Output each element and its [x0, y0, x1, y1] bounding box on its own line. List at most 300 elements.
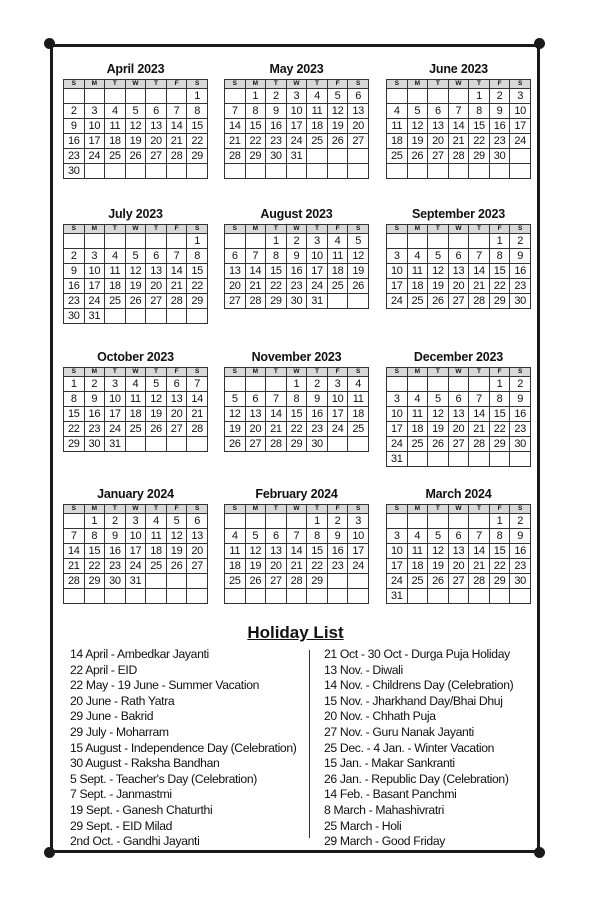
day-cell — [407, 514, 428, 529]
week-row — [387, 452, 531, 467]
day-cell — [146, 309, 167, 324]
day-cell: 27 — [225, 294, 246, 309]
month-table — [386, 504, 531, 604]
day-cell: 9 — [266, 104, 287, 119]
day-cell: 5 — [146, 377, 167, 392]
day-cell: 4 — [105, 104, 126, 119]
day-cell: 1 — [187, 89, 208, 104]
week-row — [387, 249, 531, 264]
day-cell: 9 — [84, 392, 105, 407]
day-cell — [245, 234, 266, 249]
weekday-header: T — [469, 505, 490, 514]
weekday-header-row — [225, 80, 369, 89]
day-cell: 19 — [245, 559, 266, 574]
day-cell: 12 — [245, 544, 266, 559]
day-cell: 13 — [225, 264, 246, 279]
day-cell: 1 — [489, 377, 510, 392]
weekday-header: F — [489, 368, 510, 377]
day-cell — [166, 589, 187, 604]
month-calendar — [386, 207, 531, 309]
weekday-header: S — [187, 368, 208, 377]
week-row — [387, 134, 531, 149]
month-table — [224, 79, 369, 179]
weekday-header: S — [187, 505, 208, 514]
day-cell: 18 — [407, 559, 428, 574]
day-cell — [327, 164, 348, 179]
day-cell: 16 — [64, 279, 85, 294]
day-cell — [348, 164, 369, 179]
weekday-header: F — [166, 368, 187, 377]
weekday-header: S — [510, 80, 531, 89]
day-cell: 23 — [64, 294, 85, 309]
week-row — [225, 514, 369, 529]
day-cell — [387, 234, 408, 249]
day-cell: 13 — [146, 119, 167, 134]
holiday-item: 20 June - Rath Yatra — [70, 693, 175, 708]
day-cell: 27 — [146, 149, 167, 164]
day-cell — [146, 164, 167, 179]
day-cell: 30 — [510, 574, 531, 589]
day-cell: 6 — [448, 392, 469, 407]
day-cell: 5 — [407, 104, 428, 119]
day-cell: 8 — [307, 529, 328, 544]
day-cell: 11 — [348, 392, 369, 407]
day-cell — [187, 309, 208, 324]
weekday-header-row — [64, 505, 208, 514]
weekday-header: M — [84, 368, 105, 377]
day-cell: 27 — [348, 134, 369, 149]
weekday-header: T — [307, 80, 328, 89]
day-cell: 1 — [286, 377, 307, 392]
day-cell: 3 — [84, 249, 105, 264]
week-row — [64, 437, 208, 452]
day-cell: 15 — [286, 407, 307, 422]
weekday-header: S — [387, 80, 408, 89]
day-cell: 30 — [510, 437, 531, 452]
day-cell: 29 — [489, 574, 510, 589]
day-cell: 10 — [387, 544, 408, 559]
day-cell: 26 — [428, 574, 449, 589]
week-row — [225, 119, 369, 134]
weekday-header: M — [84, 505, 105, 514]
day-cell — [407, 589, 428, 604]
week-row — [225, 89, 369, 104]
holiday-list-title: Holiday List — [247, 623, 344, 642]
month-title: July 2023 — [108, 207, 163, 221]
day-cell: 20 — [428, 134, 449, 149]
day-cell — [166, 437, 187, 452]
day-cell: 23 — [510, 279, 531, 294]
day-cell — [307, 149, 328, 164]
day-cell — [266, 514, 287, 529]
day-cell: 26 — [428, 437, 449, 452]
day-cell: 23 — [105, 559, 126, 574]
day-cell: 14 — [286, 544, 307, 559]
day-cell: 23 — [489, 134, 510, 149]
weekday-header: S — [225, 80, 246, 89]
day-cell: 24 — [286, 134, 307, 149]
weekday-header-row — [225, 225, 369, 234]
day-cell: 29 — [84, 574, 105, 589]
day-cell: 22 — [245, 134, 266, 149]
day-cell: 15 — [84, 544, 105, 559]
week-row — [387, 279, 531, 294]
weekday-header: T — [307, 225, 328, 234]
day-cell: 11 — [225, 544, 246, 559]
day-cell: 22 — [64, 422, 85, 437]
day-cell: 15 — [266, 264, 287, 279]
day-cell — [105, 234, 126, 249]
day-cell: 23 — [307, 422, 328, 437]
day-cell: 7 — [245, 249, 266, 264]
day-cell: 18 — [307, 119, 328, 134]
week-row — [64, 164, 208, 179]
day-cell: 25 — [146, 559, 167, 574]
week-row — [387, 149, 531, 164]
day-cell: 16 — [266, 119, 287, 134]
day-cell: 17 — [125, 544, 146, 559]
week-row — [387, 529, 531, 544]
day-cell: 5 — [245, 529, 266, 544]
day-cell: 11 — [105, 264, 126, 279]
day-cell: 28 — [469, 294, 490, 309]
day-cell: 29 — [469, 149, 490, 164]
day-cell: 24 — [307, 279, 328, 294]
holiday-item: 15 August - Independence Day (Celebration) — [70, 740, 297, 755]
month-table — [63, 79, 208, 179]
day-cell: 2 — [510, 377, 531, 392]
weekday-header: S — [64, 505, 85, 514]
day-cell: 8 — [266, 249, 287, 264]
week-row — [387, 294, 531, 309]
weekday-header-row — [64, 225, 208, 234]
day-cell — [266, 589, 287, 604]
day-cell: 27 — [146, 294, 167, 309]
day-cell: 26 — [327, 134, 348, 149]
week-row — [387, 104, 531, 119]
holiday-item: 19 Sept. - Ganesh Chaturthi — [70, 802, 213, 817]
day-cell: 3 — [84, 104, 105, 119]
week-row — [225, 559, 369, 574]
day-cell: 25 — [105, 149, 126, 164]
day-cell: 2 — [84, 377, 105, 392]
weekday-header: S — [64, 225, 85, 234]
day-cell: 19 — [327, 119, 348, 134]
day-cell: 18 — [125, 407, 146, 422]
day-cell: 14 — [187, 392, 208, 407]
holiday-divider — [309, 650, 310, 838]
day-cell: 6 — [225, 249, 246, 264]
day-cell: 4 — [307, 89, 328, 104]
day-cell: 19 — [225, 422, 246, 437]
day-cell: 13 — [266, 544, 287, 559]
day-cell — [125, 164, 146, 179]
weekday-header: S — [64, 80, 85, 89]
weekday-header-row — [225, 368, 369, 377]
week-row — [225, 422, 369, 437]
weekday-header: M — [84, 225, 105, 234]
day-cell: 27 — [448, 294, 469, 309]
day-cell — [489, 452, 510, 467]
day-cell — [387, 514, 408, 529]
day-cell: 2 — [266, 89, 287, 104]
day-cell — [166, 164, 187, 179]
day-cell: 26 — [407, 149, 428, 164]
day-cell: 18 — [327, 264, 348, 279]
day-cell: 28 — [166, 149, 187, 164]
day-cell: 6 — [448, 529, 469, 544]
day-cell: 13 — [146, 264, 167, 279]
day-cell: 14 — [266, 407, 287, 422]
day-cell: 12 — [125, 264, 146, 279]
month-table — [224, 367, 369, 452]
holiday-item: 29 June - Bakrid — [70, 709, 154, 724]
day-cell — [327, 574, 348, 589]
week-row — [225, 407, 369, 422]
day-cell: 30 — [510, 294, 531, 309]
weekday-header: F — [327, 368, 348, 377]
month-table — [386, 224, 531, 309]
holiday-item: 29 July - Moharram — [70, 724, 169, 739]
day-cell: 17 — [286, 119, 307, 134]
week-row — [225, 104, 369, 119]
day-cell — [348, 294, 369, 309]
weekday-header: M — [407, 505, 428, 514]
day-cell — [407, 89, 428, 104]
day-cell: 12 — [407, 119, 428, 134]
holiday-item: 29 Sept. - EID Milad — [70, 818, 173, 833]
day-cell: 4 — [146, 514, 167, 529]
day-cell: 9 — [489, 104, 510, 119]
week-row — [387, 264, 531, 279]
day-cell: 13 — [428, 119, 449, 134]
day-cell: 19 — [407, 134, 428, 149]
day-cell: 19 — [428, 422, 449, 437]
day-cell: 1 — [489, 234, 510, 249]
day-cell: 27 — [448, 574, 469, 589]
day-cell: 30 — [307, 437, 328, 452]
weekday-header: W — [286, 225, 307, 234]
day-cell: 12 — [125, 119, 146, 134]
month-table — [63, 224, 208, 324]
day-cell: 18 — [146, 544, 167, 559]
day-cell: 20 — [448, 279, 469, 294]
day-cell — [327, 149, 348, 164]
week-row — [387, 437, 531, 452]
day-cell: 4 — [105, 249, 126, 264]
weekday-header: T — [266, 505, 287, 514]
day-cell: 28 — [469, 574, 490, 589]
weekday-header: S — [387, 368, 408, 377]
day-cell: 10 — [327, 392, 348, 407]
day-cell: 13 — [245, 407, 266, 422]
day-cell — [428, 514, 449, 529]
day-cell — [428, 377, 449, 392]
weekday-header: S — [387, 505, 408, 514]
day-cell: 23 — [510, 559, 531, 574]
month-title: August 2023 — [260, 207, 333, 221]
weekday-header: T — [469, 368, 490, 377]
week-row — [387, 544, 531, 559]
day-cell: 21 — [266, 422, 287, 437]
day-cell: 23 — [84, 422, 105, 437]
day-cell — [510, 589, 531, 604]
day-cell: 14 — [469, 544, 490, 559]
weekday-header: T — [146, 80, 167, 89]
day-cell: 3 — [105, 377, 126, 392]
week-row — [64, 264, 208, 279]
day-cell: 28 — [448, 149, 469, 164]
weekday-header: S — [348, 368, 369, 377]
weekday-header: T — [146, 368, 167, 377]
day-cell: 16 — [286, 264, 307, 279]
day-cell — [448, 514, 469, 529]
day-cell — [84, 234, 105, 249]
day-cell: 30 — [286, 294, 307, 309]
week-row — [64, 544, 208, 559]
day-cell — [327, 437, 348, 452]
day-cell: 12 — [166, 529, 187, 544]
month-title: October 2023 — [97, 350, 174, 364]
day-cell: 8 — [84, 529, 105, 544]
day-cell: 10 — [105, 392, 126, 407]
holiday-item: 21 Oct - 30 Oct - Durga Puja Holiday — [324, 647, 510, 661]
day-cell: 25 — [307, 134, 328, 149]
day-cell: 28 — [166, 294, 187, 309]
day-cell — [307, 164, 328, 179]
day-cell: 19 — [125, 279, 146, 294]
day-cell: 2 — [327, 514, 348, 529]
day-cell: 3 — [387, 529, 408, 544]
month-table — [386, 367, 531, 467]
month-title: March 2024 — [425, 487, 492, 501]
day-cell — [146, 437, 167, 452]
weekday-header: S — [225, 225, 246, 234]
day-cell — [428, 234, 449, 249]
week-row — [64, 377, 208, 392]
day-cell: 15 — [187, 264, 208, 279]
day-cell: 25 — [105, 294, 126, 309]
week-row — [225, 544, 369, 559]
day-cell — [187, 589, 208, 604]
weekday-header: S — [64, 368, 85, 377]
weekday-header: M — [84, 80, 105, 89]
weekday-header: W — [286, 505, 307, 514]
day-cell: 21 — [469, 422, 490, 437]
day-cell: 7 — [286, 529, 307, 544]
day-cell: 18 — [407, 422, 428, 437]
day-cell: 7 — [469, 392, 490, 407]
day-cell: 15 — [469, 119, 490, 134]
day-cell: 30 — [64, 164, 85, 179]
month-title: June 2023 — [429, 62, 488, 76]
day-cell — [187, 164, 208, 179]
holiday-item: 8 March - Mahashivratri — [324, 802, 444, 817]
holiday-item: 22 April - EID — [70, 662, 137, 677]
day-cell — [166, 234, 187, 249]
weekday-header: W — [448, 368, 469, 377]
weekday-header: M — [245, 505, 266, 514]
day-cell: 16 — [510, 544, 531, 559]
month-title: December 2023 — [413, 350, 504, 364]
month-title: September 2023 — [411, 207, 506, 221]
day-cell: 4 — [327, 234, 348, 249]
week-row — [64, 589, 208, 604]
day-cell: 3 — [510, 89, 531, 104]
day-cell: 15 — [489, 407, 510, 422]
holiday-item: 25 March - Holi — [324, 818, 402, 833]
day-cell: 8 — [489, 392, 510, 407]
day-cell: 3 — [125, 514, 146, 529]
day-cell: 31 — [307, 294, 328, 309]
weekday-header: T — [146, 505, 167, 514]
day-cell — [146, 574, 167, 589]
day-cell: 22 — [489, 279, 510, 294]
corner-dot — [534, 38, 545, 49]
day-cell — [327, 589, 348, 604]
holiday-item: 14 Feb. - Basant Panchmi — [324, 787, 457, 802]
day-cell — [245, 164, 266, 179]
weekday-header: T — [105, 80, 126, 89]
week-row — [64, 514, 208, 529]
day-cell: 2 — [510, 514, 531, 529]
day-cell — [125, 437, 146, 452]
day-cell: 11 — [407, 407, 428, 422]
day-cell: 11 — [407, 544, 428, 559]
weekday-header: F — [489, 505, 510, 514]
month-calendar — [63, 350, 208, 452]
day-cell: 26 — [125, 149, 146, 164]
weekday-header: T — [266, 80, 287, 89]
day-cell: 5 — [166, 514, 187, 529]
day-cell: 24 — [348, 559, 369, 574]
day-cell: 9 — [64, 119, 85, 134]
weekday-header: F — [166, 505, 187, 514]
day-cell — [84, 89, 105, 104]
day-cell: 28 — [266, 437, 287, 452]
day-cell: 17 — [348, 544, 369, 559]
day-cell: 24 — [327, 422, 348, 437]
day-cell: 8 — [286, 392, 307, 407]
day-cell: 28 — [64, 574, 85, 589]
day-cell: 20 — [448, 559, 469, 574]
day-cell: 12 — [428, 264, 449, 279]
day-cell — [407, 164, 428, 179]
weekday-header: W — [448, 225, 469, 234]
day-cell: 27 — [266, 574, 287, 589]
day-cell: 30 — [489, 149, 510, 164]
week-row — [387, 89, 531, 104]
week-row — [387, 392, 531, 407]
month-calendar — [63, 487, 208, 604]
week-row — [387, 234, 531, 249]
weekday-header: S — [510, 505, 531, 514]
day-cell — [448, 452, 469, 467]
weekday-header-row — [387, 225, 531, 234]
month-calendar — [386, 487, 531, 604]
day-cell: 26 — [245, 574, 266, 589]
day-cell — [510, 164, 531, 179]
day-cell: 25 — [407, 574, 428, 589]
day-cell: 20 — [225, 279, 246, 294]
day-cell — [125, 234, 146, 249]
week-row — [64, 279, 208, 294]
day-cell: 17 — [84, 134, 105, 149]
day-cell: 3 — [327, 377, 348, 392]
day-cell: 6 — [448, 249, 469, 264]
day-cell: 4 — [125, 377, 146, 392]
day-cell: 11 — [387, 119, 408, 134]
